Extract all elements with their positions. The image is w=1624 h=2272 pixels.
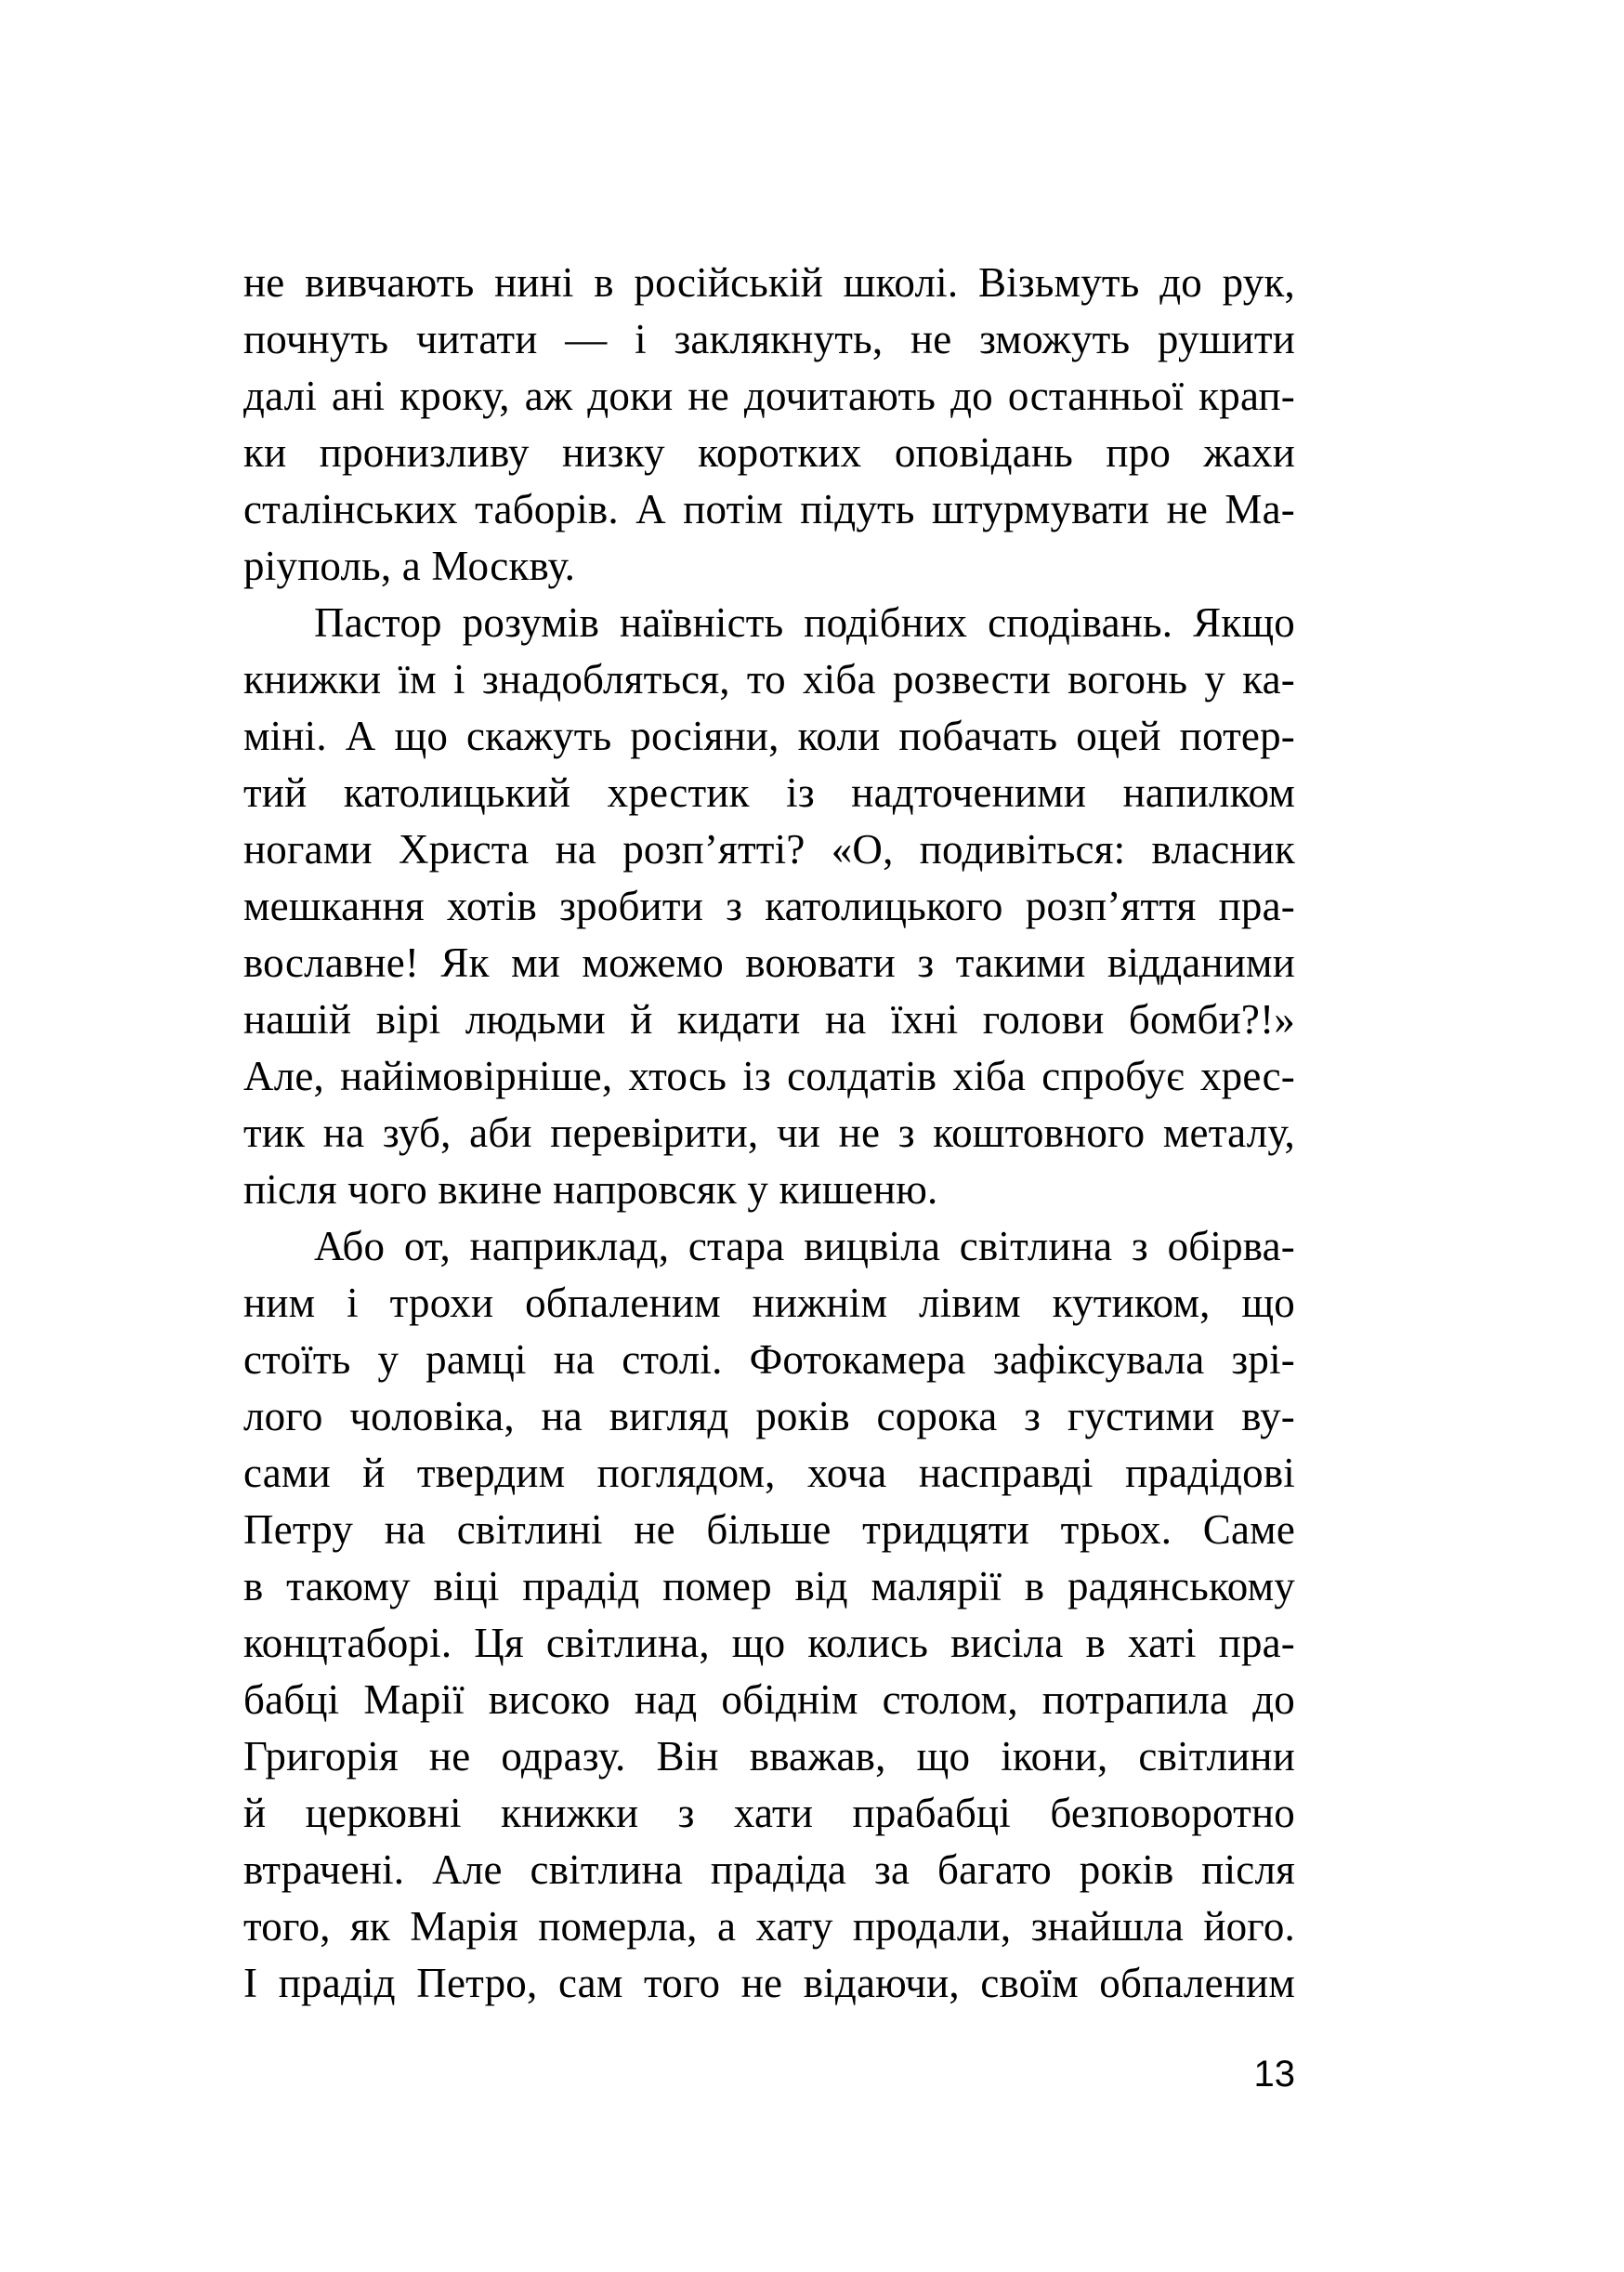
text-line: того, як Марія померла, а хату продали, знайшла його. <box>243 1903 1295 1950</box>
text-line: Або от, наприклад, стара вицвіла світлина з обірва- <box>314 1223 1295 1269</box>
text-line: сталінських таборів. А потім підуть штурмувати не Ма- <box>243 486 1295 532</box>
text-line: втрачені. Але світлина прадіда за багато років після <box>243 1846 1295 1893</box>
text-line: Пастор розумів наївність подібних сподівань. Якщо <box>314 599 1295 646</box>
text-line: Григорія не одразу. Він вважав, що ікони, світлини <box>243 1733 1295 1780</box>
text-line: стоїть у рамці на столі. Фотокамера зафіксувала зрі- <box>243 1336 1295 1383</box>
text-line: вославне! Як ми можемо воювати з такими відданими <box>243 939 1295 986</box>
text-line: не вивчають нині в російській школі. Візьмуть до рук, <box>243 259 1295 306</box>
text-line: тий католицький хрестик із надточеними напилком <box>243 769 1295 816</box>
text-line: далі ані кроку, аж доки не дочитають до останньої крап- <box>243 373 1295 419</box>
text-line: мешкання хотів зробити з католицького розп’яття пра- <box>243 883 1295 929</box>
text-line: бабці Марії високо над обіднім столом, потрапила до <box>243 1676 1295 1723</box>
text-line: концтаборі. Ця світлина, що колись висіла в хаті пра- <box>243 1620 1295 1666</box>
text-line: ки пронизливу низку коротких оповідань про жахи <box>243 429 1295 476</box>
text-line: книжки їм і знадобляться, то хіба розвести вогонь у ка- <box>243 656 1295 703</box>
text-line: лого чоловіка, на вигляд років сорока з густими ву- <box>243 1393 1295 1439</box>
text-line: Але, найімовірніше, хтось із солдатів хіба спробує хрес- <box>243 1053 1295 1099</box>
text-line: Петру на світлині не більше тридцяти трьох. Саме <box>243 1506 1295 1553</box>
text-line: після чого вкине напровсяк у кишеню. <box>243 1166 938 1213</box>
text-line: почнуть читати — і заклякнуть, не зможуть рушити <box>243 316 1295 362</box>
page-number: 13 <box>1253 2054 1295 2095</box>
text-line: ногами Христа на розп’ятті? «О, подивіться: власник <box>243 826 1295 873</box>
text-block <box>243 255 1295 2012</box>
text-line: й церковні книжки з хати прабабці безповоротно <box>243 1790 1295 1836</box>
text-line: І прадід Петро, сам того не відаючи, своїм обпаленим <box>243 1960 1295 2006</box>
text-line: в такому віці прадід помер від малярії в радянському <box>243 1563 1295 1609</box>
text-line: сами й твердим поглядом, хоча насправді прадідові <box>243 1450 1295 1496</box>
text-line: тик на зуб, аби перевірити, чи не з коштовного металу, <box>243 1110 1295 1156</box>
text-line: ріуполь, а Москву. <box>243 543 576 589</box>
text-line: нашій вірі людьми й кидати на їхні голови бомби?!» <box>243 996 1295 1043</box>
text-line: міні. А що скажуть росіяни, коли побачать оцей потер- <box>243 713 1295 759</box>
text-line: ним і трохи обпаленим нижнім лівим кутиком, що <box>243 1280 1295 1326</box>
